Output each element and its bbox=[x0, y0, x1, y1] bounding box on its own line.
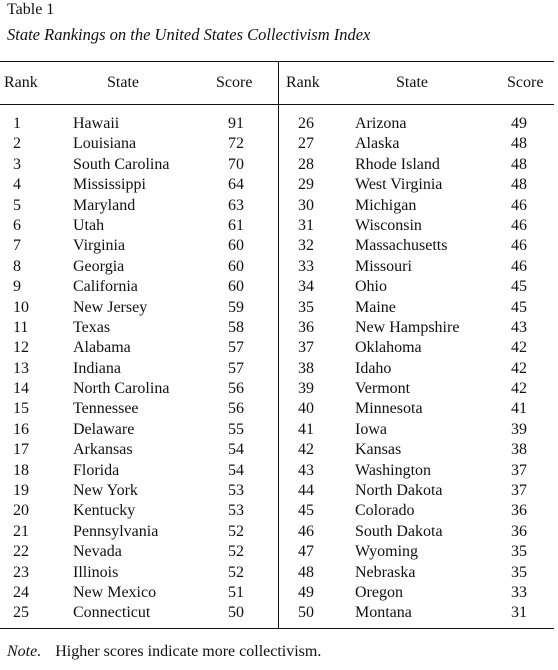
score-cell: 52 bbox=[228, 563, 244, 581]
rank-cell: 30 bbox=[298, 196, 314, 214]
state-cell: West Virginia bbox=[355, 176, 443, 194]
table-row bbox=[279, 440, 555, 460]
score-cell: 45 bbox=[511, 278, 527, 296]
rank-cell: 50 bbox=[298, 604, 314, 622]
table-row bbox=[279, 318, 555, 338]
score-cell: 59 bbox=[228, 298, 244, 316]
state-cell: Georgia bbox=[73, 257, 125, 275]
state-cell: Massachusetts bbox=[355, 237, 448, 255]
state-cell: New Hampshire bbox=[355, 318, 460, 336]
rank-cell: 23 bbox=[13, 563, 29, 581]
table-row bbox=[279, 501, 555, 521]
rank-cell: 38 bbox=[298, 359, 314, 377]
rank-cell: 20 bbox=[13, 502, 29, 520]
state-cell: Iowa bbox=[355, 420, 387, 438]
score-cell: 46 bbox=[511, 216, 527, 234]
state-cell: Kansas bbox=[355, 441, 402, 459]
rank-cell: 47 bbox=[298, 543, 314, 561]
right-score-header: Score bbox=[507, 74, 544, 91]
rank-cell: 5 bbox=[13, 196, 21, 214]
rank-cell: 40 bbox=[298, 400, 314, 418]
rank-cell: 48 bbox=[298, 563, 314, 581]
score-cell: 53 bbox=[228, 502, 244, 520]
table-row bbox=[279, 522, 555, 542]
state-cell: Maryland bbox=[73, 196, 136, 214]
table-row bbox=[0, 420, 278, 440]
left-rank-header: Rank bbox=[4, 74, 38, 91]
score-cell: 37 bbox=[511, 482, 527, 500]
state-cell: Wyoming bbox=[355, 543, 419, 561]
table-row bbox=[279, 603, 555, 623]
table-row bbox=[0, 461, 278, 481]
state-cell: Nevada bbox=[73, 543, 122, 561]
table-row bbox=[279, 134, 555, 154]
table-row bbox=[279, 379, 555, 399]
rank-cell: 19 bbox=[13, 482, 29, 500]
table-row bbox=[279, 583, 555, 603]
table-row bbox=[279, 175, 555, 195]
rank-cell: 36 bbox=[298, 318, 314, 336]
score-cell: 42 bbox=[511, 339, 527, 357]
rank-cell: 35 bbox=[298, 298, 314, 316]
table-row bbox=[0, 277, 278, 297]
table-row bbox=[279, 277, 555, 297]
note-label: Note. bbox=[7, 643, 42, 660]
score-cell: 56 bbox=[228, 380, 244, 398]
score-cell: 39 bbox=[511, 420, 527, 438]
score-cell: 46 bbox=[511, 196, 527, 214]
rank-cell: 32 bbox=[298, 237, 314, 255]
score-cell: 37 bbox=[511, 461, 527, 479]
right-state-header: State bbox=[396, 74, 428, 91]
score-cell: 36 bbox=[511, 522, 527, 540]
table-row bbox=[0, 196, 278, 216]
score-cell: 57 bbox=[228, 359, 244, 377]
table-row bbox=[0, 216, 278, 236]
table-row bbox=[0, 359, 278, 379]
right-rank-header: Rank bbox=[286, 74, 320, 91]
state-cell: Ohio bbox=[355, 278, 387, 296]
table-row bbox=[0, 399, 278, 419]
score-cell: 33 bbox=[511, 583, 527, 601]
rank-cell: 42 bbox=[298, 441, 314, 459]
rank-cell: 3 bbox=[13, 155, 21, 173]
header-rule bbox=[0, 104, 554, 105]
score-cell: 54 bbox=[228, 461, 244, 479]
state-cell: New York bbox=[73, 482, 138, 500]
rank-cell: 45 bbox=[298, 502, 314, 520]
state-cell: Wisconsin bbox=[355, 216, 422, 234]
rank-cell: 24 bbox=[13, 583, 29, 601]
table-row bbox=[0, 298, 278, 318]
rank-cell: 4 bbox=[13, 176, 21, 194]
score-cell: 72 bbox=[228, 135, 244, 153]
table-row bbox=[279, 196, 555, 216]
state-cell: Montana bbox=[355, 604, 412, 622]
state-cell: Nebraska bbox=[355, 563, 416, 581]
left-state-header: State bbox=[107, 74, 139, 91]
state-cell: Delaware bbox=[73, 420, 135, 438]
table-row bbox=[0, 501, 278, 521]
score-cell: 61 bbox=[228, 216, 244, 234]
table-row bbox=[0, 440, 278, 460]
score-cell: 36 bbox=[511, 502, 527, 520]
score-cell: 43 bbox=[511, 318, 527, 336]
state-cell: North Carolina bbox=[73, 380, 170, 398]
table-row bbox=[0, 134, 278, 154]
table-row bbox=[0, 583, 278, 603]
state-cell: Michigan bbox=[355, 196, 417, 214]
score-cell: 53 bbox=[228, 482, 244, 500]
score-cell: 35 bbox=[511, 543, 527, 561]
state-cell: Washington bbox=[355, 461, 432, 479]
top-rule bbox=[0, 61, 554, 62]
score-cell: 42 bbox=[511, 359, 527, 377]
rank-cell: 49 bbox=[298, 583, 314, 601]
state-cell: Alabama bbox=[73, 339, 131, 357]
table-row bbox=[0, 338, 278, 358]
rank-cell: 28 bbox=[298, 155, 314, 173]
state-cell: Kentucky bbox=[73, 502, 136, 520]
rank-cell: 7 bbox=[13, 237, 21, 255]
table-row bbox=[0, 318, 278, 338]
table-row bbox=[0, 236, 278, 256]
score-cell: 64 bbox=[228, 176, 244, 194]
table-note bbox=[7, 643, 321, 661]
state-cell: Indiana bbox=[73, 359, 121, 377]
score-cell: 57 bbox=[228, 339, 244, 357]
table-row bbox=[0, 114, 278, 134]
score-cell: 31 bbox=[511, 604, 527, 622]
state-cell: Missouri bbox=[355, 257, 412, 275]
rank-cell: 31 bbox=[298, 216, 314, 234]
score-cell: 58 bbox=[228, 318, 244, 336]
score-cell: 60 bbox=[228, 278, 244, 296]
score-cell: 46 bbox=[511, 237, 527, 255]
rank-cell: 46 bbox=[298, 522, 314, 540]
rank-cell: 22 bbox=[13, 543, 29, 561]
state-cell: Illinois bbox=[73, 563, 119, 581]
state-cell: New Jersey bbox=[73, 298, 148, 316]
bottom-rule bbox=[0, 628, 554, 629]
rank-cell: 2 bbox=[13, 135, 21, 153]
score-cell: 60 bbox=[228, 257, 244, 275]
table-row bbox=[279, 461, 555, 481]
rank-cell: 8 bbox=[13, 257, 21, 275]
rank-cell: 39 bbox=[298, 380, 314, 398]
rank-cell: 21 bbox=[13, 522, 29, 540]
table-row bbox=[279, 481, 555, 501]
state-cell: Hawaii bbox=[73, 115, 120, 132]
table-row bbox=[0, 522, 278, 542]
rank-cell: 10 bbox=[13, 298, 29, 316]
table-title: State Rankings on the United States Collectivism Index bbox=[7, 25, 371, 44]
rank-cell: 16 bbox=[13, 420, 29, 438]
state-cell: Utah bbox=[73, 216, 105, 234]
score-cell: 42 bbox=[511, 380, 527, 398]
score-cell: 91 bbox=[228, 115, 244, 132]
rank-cell: 17 bbox=[13, 441, 29, 459]
score-cell: 48 bbox=[511, 176, 527, 194]
table-row bbox=[279, 359, 555, 379]
table-row bbox=[0, 603, 278, 623]
rank-cell: 43 bbox=[298, 461, 314, 479]
table-row bbox=[0, 175, 278, 195]
score-cell: 60 bbox=[228, 237, 244, 255]
table-row bbox=[0, 563, 278, 583]
state-cell: Alaska bbox=[355, 135, 400, 153]
score-cell: 55 bbox=[228, 420, 244, 438]
table-row bbox=[279, 542, 555, 562]
table-row bbox=[0, 155, 278, 175]
rank-cell: 18 bbox=[13, 461, 29, 479]
state-cell: Rhode Island bbox=[355, 155, 440, 173]
score-cell: 48 bbox=[511, 155, 527, 173]
rank-cell: 12 bbox=[13, 339, 29, 357]
table-row bbox=[279, 257, 555, 277]
state-cell: Mississippi bbox=[73, 176, 146, 194]
rank-cell: 44 bbox=[298, 482, 314, 500]
rank-cell: 29 bbox=[298, 176, 314, 194]
state-cell: New Mexico bbox=[73, 583, 157, 601]
state-cell: Idaho bbox=[355, 359, 392, 377]
score-cell: 56 bbox=[228, 400, 244, 418]
state-cell: Connecticut bbox=[73, 604, 151, 622]
left-score-header: Score bbox=[216, 74, 253, 91]
table-row bbox=[0, 481, 278, 501]
score-cell: 70 bbox=[228, 155, 244, 173]
right-table-body bbox=[279, 114, 555, 624]
table-row bbox=[279, 563, 555, 583]
note-text: Higher scores indicate more collectivism. bbox=[55, 643, 322, 660]
score-cell: 51 bbox=[228, 583, 244, 601]
table-label: Table 1 bbox=[7, 1, 55, 18]
state-cell: Colorado bbox=[355, 502, 415, 520]
state-cell: Oregon bbox=[355, 583, 403, 601]
state-cell: Maine bbox=[355, 298, 396, 316]
state-cell: Louisiana bbox=[73, 135, 137, 153]
rank-cell: 33 bbox=[298, 257, 314, 275]
table-row bbox=[0, 379, 278, 399]
state-cell: California bbox=[73, 278, 138, 296]
table-row bbox=[279, 338, 555, 358]
rank-cell: 34 bbox=[298, 278, 314, 296]
state-cell: Pennsylvania bbox=[73, 522, 159, 540]
state-cell: Texas bbox=[73, 318, 111, 336]
state-cell: Arkansas bbox=[73, 441, 133, 459]
rank-cell: 26 bbox=[298, 115, 314, 132]
state-cell: South Dakota bbox=[355, 522, 443, 540]
state-cell: South Carolina bbox=[73, 155, 170, 173]
table-row bbox=[279, 298, 555, 318]
table-row bbox=[0, 542, 278, 562]
score-cell: 45 bbox=[511, 298, 527, 316]
rank-cell: 14 bbox=[13, 380, 29, 398]
score-cell: 50 bbox=[228, 604, 244, 622]
rank-cell: 27 bbox=[298, 135, 314, 153]
score-cell: 52 bbox=[228, 543, 244, 561]
rank-cell: 15 bbox=[13, 400, 29, 418]
table-row bbox=[279, 114, 555, 134]
score-cell: 41 bbox=[511, 400, 527, 418]
table-row bbox=[279, 155, 555, 175]
state-cell: Minnesota bbox=[355, 400, 423, 418]
left-table-body bbox=[0, 114, 278, 624]
score-cell: 63 bbox=[228, 196, 244, 214]
state-cell: Florida bbox=[73, 461, 120, 479]
rank-cell: 37 bbox=[298, 339, 314, 357]
state-cell: Arizona bbox=[355, 115, 407, 132]
state-cell: Tennessee bbox=[73, 400, 139, 418]
rank-cell: 13 bbox=[13, 359, 29, 377]
score-cell: 54 bbox=[228, 441, 244, 459]
state-cell: Vermont bbox=[355, 380, 411, 398]
rank-cell: 6 bbox=[13, 216, 21, 234]
rank-cell: 1 bbox=[13, 115, 21, 132]
table-row bbox=[0, 257, 278, 277]
score-cell: 49 bbox=[511, 115, 527, 132]
table-row bbox=[279, 399, 555, 419]
table-row bbox=[279, 420, 555, 440]
table-row bbox=[279, 236, 555, 256]
rank-cell: 25 bbox=[13, 604, 29, 622]
score-cell: 48 bbox=[511, 135, 527, 153]
rank-cell: 9 bbox=[13, 278, 21, 296]
score-cell: 52 bbox=[228, 522, 244, 540]
state-cell: Oklahoma bbox=[355, 339, 422, 357]
rank-cell: 41 bbox=[298, 420, 314, 438]
score-cell: 35 bbox=[511, 563, 527, 581]
score-cell: 38 bbox=[511, 441, 527, 459]
score-cell: 46 bbox=[511, 257, 527, 275]
table-row bbox=[279, 216, 555, 236]
rank-cell: 11 bbox=[13, 318, 29, 336]
state-cell: North Dakota bbox=[355, 482, 443, 500]
state-cell: Virginia bbox=[73, 237, 126, 255]
